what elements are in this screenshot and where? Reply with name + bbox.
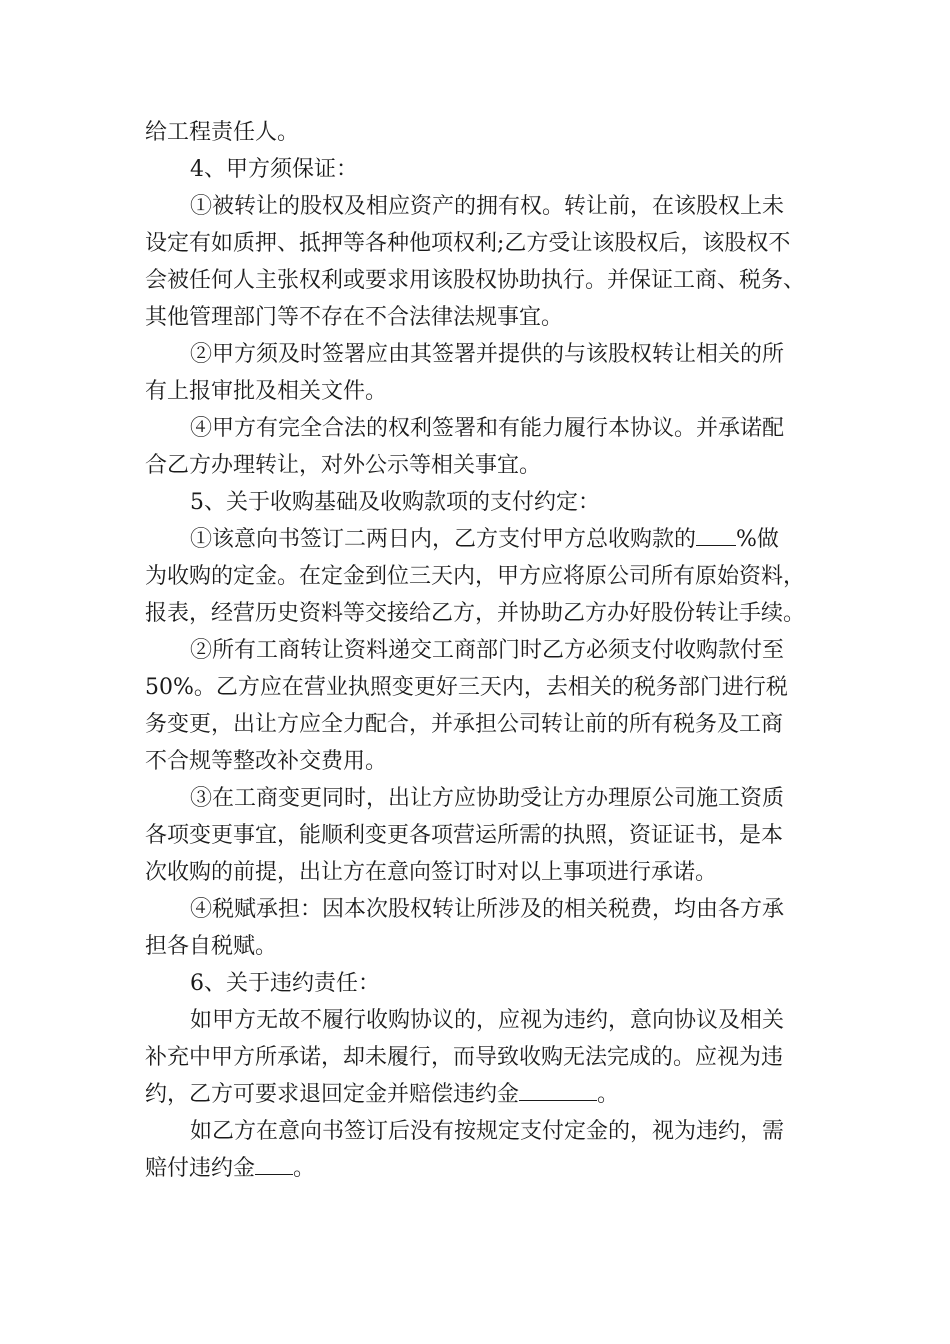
text-line: 担各自税赋。 bbox=[145, 934, 278, 959]
text-line: ①被转让的股权及相应资产的拥有权。转让前，在该股权上未 bbox=[190, 194, 785, 219]
text-line: ②所有工商转让资料递交工商部门时乙方必须支付收购款付至 bbox=[190, 638, 785, 663]
section-heading: 5、关于收购基础及收购款项的支付约定： bbox=[190, 490, 600, 515]
text-line: 其他管理部门等不存在不合法律法规事宜。 bbox=[145, 305, 564, 330]
text-line: 有上报审批及相关文件。 bbox=[145, 379, 388, 404]
text-fragment: ①该意向书签订二两日内，乙方支付甲方总收购款的 bbox=[190, 527, 697, 552]
fill-in-blank bbox=[696, 523, 736, 546]
text-line: 合乙方办理转让，对外公示等相关事宜。 bbox=[145, 453, 542, 478]
text-line: 次收购的前提，出让方在意向签订时对以上事项进行承诺。 bbox=[145, 860, 718, 885]
text-line: 补充中甲方所承诺，却未履行，而导致收购无法完成的。应视为违 bbox=[145, 1045, 784, 1070]
text-line: ②甲方须及时签署应由其签署并提供的与该股权转让相关的所 bbox=[190, 342, 785, 367]
section-heading: 4、甲方须保证： bbox=[190, 157, 358, 182]
text-line: 不合规等整改补交费用。 bbox=[145, 749, 388, 774]
fill-in-blank bbox=[255, 1152, 293, 1175]
text-line: ④税赋承担：因本次股权转让所涉及的相关税费，均由各方承 bbox=[190, 897, 785, 922]
text-line-with-blank bbox=[145, 521, 815, 558]
text-line: 给工程责任人。 bbox=[145, 120, 300, 145]
text-line: 会被任何人主张权利或要求用该股权协助执行。并保证工商、税务、 bbox=[145, 268, 806, 293]
fill-in-blank bbox=[519, 1078, 597, 1101]
text-fragment: 。 bbox=[293, 1156, 316, 1181]
text-line: 各项变更事宜，能顺利变更各项营运所需的执照，资证证书，是本 bbox=[145, 823, 784, 848]
text-line: 为收购的定金。在定金到位三天内，甲方应将原公司所有原始资料， bbox=[145, 564, 806, 589]
text-fragment: %做 bbox=[736, 527, 779, 552]
text-line: 报表，经营历史资料等交接给乙方，并协助乙方办好股份转让手续。 bbox=[145, 601, 806, 626]
text-line-with-blank bbox=[145, 1076, 815, 1113]
text-line: 50%。乙方应在营业执照变更好三天内，去相关的税务部门进行税 bbox=[145, 675, 788, 700]
text-fragment: 。 bbox=[597, 1082, 620, 1107]
text-line: 如甲方无故不履行收购协议的，应视为违约，意向协议及相关 bbox=[190, 1008, 785, 1033]
text-line-with-blank bbox=[145, 1150, 815, 1187]
section-heading: 6、关于违约责任： bbox=[190, 971, 380, 996]
text-line: 如乙方在意向书签订后没有按规定支付定金的，视为违约，需 bbox=[190, 1119, 785, 1144]
document-body bbox=[145, 114, 815, 1187]
text-fragment: 约，乙方可要求退回定金并赔偿违约金 bbox=[145, 1082, 520, 1107]
text-line: 务变更，出让方应全力配合，并承担公司转让前的所有税务及工商 bbox=[145, 712, 784, 737]
text-line: ④甲方有完全合法的权利签署和有能力履行本协议。并承诺配 bbox=[190, 416, 785, 441]
text-line: ③在工商变更同时，出让方应协助受让方办理原公司施工资质 bbox=[190, 786, 785, 811]
text-line: 设定有如质押、抵押等各种他项权利;乙方受让该股权后，该股权不 bbox=[145, 231, 791, 256]
text-fragment: 赔付违约金 bbox=[145, 1156, 256, 1181]
